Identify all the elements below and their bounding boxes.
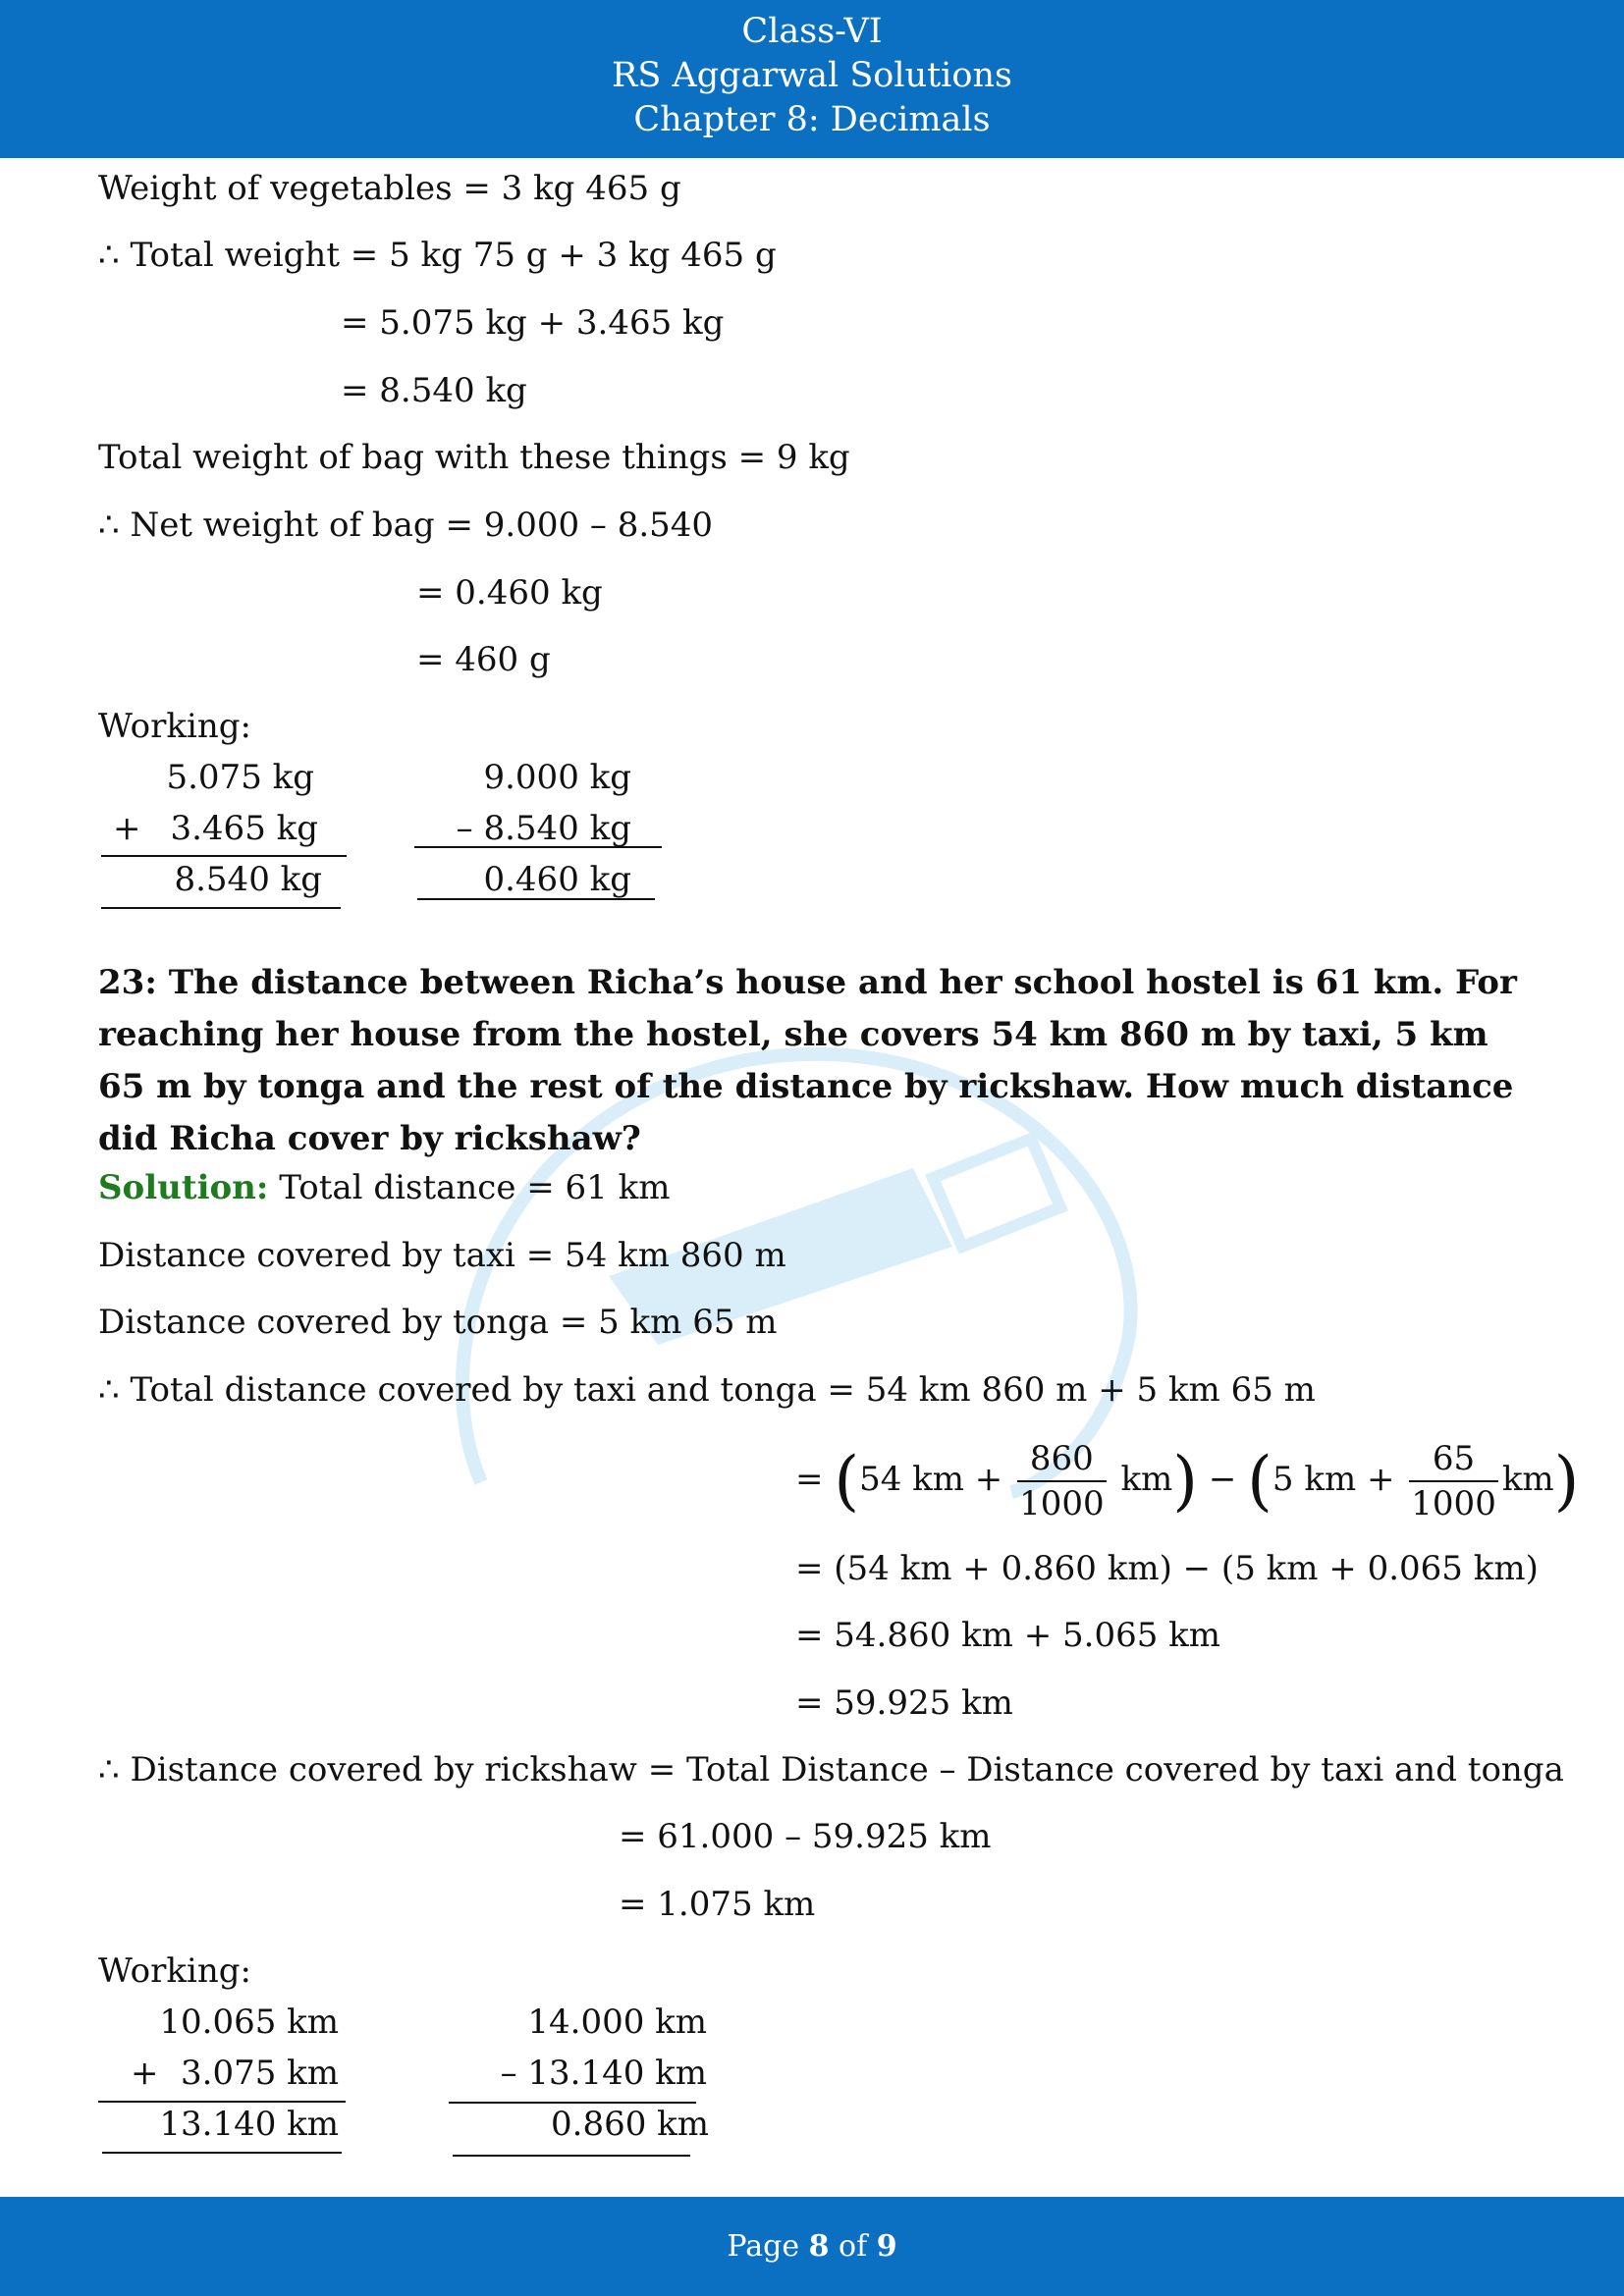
header-class: Class-VI: [741, 12, 883, 51]
sub-rule-bottom: [417, 898, 655, 900]
sub-operand-a: 9.000 kg: [483, 758, 631, 797]
term-54km: 54 km +: [859, 1460, 1003, 1499]
step-4: = 59.925 km: [795, 1683, 1013, 1723]
eq-sign: =: [795, 1460, 824, 1499]
taxi-distance: Distance covered by taxi = 54 km 860 m: [98, 1236, 786, 1275]
add2-operand-b: 3.075 km: [181, 2054, 339, 2093]
sub2-operand-a: 14.000 km: [527, 2002, 707, 2042]
add-operand-a: 5.075 kg: [166, 758, 314, 797]
fraction-860-1000: [1017, 1437, 1107, 1525]
add2-rule-bottom: [102, 2152, 342, 2154]
net-weight-line2: = 0.460 kg: [416, 573, 603, 613]
net-weight-line1: ∴ Net weight of bag = 9.000 – 8.540: [98, 506, 714, 545]
solution-total-line: [98, 1166, 670, 1209]
footer-current-page: 8: [808, 2229, 830, 2264]
add-operand-b: 3.465 kg: [170, 809, 318, 848]
rickshaw-line3: = 1.075 km: [619, 1885, 816, 1924]
close-paren-1: ): [1172, 1443, 1199, 1519]
header-chapter: Chapter 8: Decimals: [633, 100, 991, 139]
net-weight-line3: = 460 g: [416, 640, 551, 679]
add-sum: 8.540 kg: [174, 860, 322, 899]
numerator-65: 65: [1409, 1437, 1498, 1482]
tonga-distance: Distance covered by tonga = 5 km 65 m: [98, 1303, 778, 1342]
unit-km-2: km: [1501, 1460, 1554, 1499]
step-2: = (54 km + 0.860 km) − (5 km + 0.065 km): [795, 1549, 1539, 1588]
add2-sum: 13.140 km: [159, 2105, 339, 2144]
bag-weight: Total weight of bag with these things = 9 kg: [98, 438, 850, 477]
sub-rule-top: [414, 846, 662, 848]
working-label: Working:: [98, 707, 251, 746]
page-footer: [0, 2197, 1624, 2296]
rickshaw-line2: = 61.000 – 59.925 km: [619, 1817, 992, 1856]
fraction-step: [795, 1435, 1579, 1525]
add2-sign: +: [131, 2054, 159, 2093]
fraction-65-1000: [1409, 1437, 1498, 1525]
add-rule-bottom: [101, 907, 341, 909]
sub-operand-b: – 8.540 kg: [456, 809, 631, 848]
denominator-1000-b: 1000: [1411, 1484, 1496, 1523]
unit-km-1: km: [1120, 1460, 1173, 1499]
add2-operand-a: 10.065 km: [159, 2002, 339, 2042]
question-23: 23: The distance between Richa’s house and her school hostel is 61 km. For reaching her house from the hostel, she covers 54 km 860 m by taxi, 5 km 65 m by tonga and the rest of the distance by rickshaw. How much distance did Richa cover by rickshaw?: [98, 963, 1517, 1158]
sub2-operand-b: – 13.140 km: [500, 2054, 707, 2093]
sub2-rule-bottom: [453, 2155, 690, 2157]
numerator-860: 860: [1017, 1437, 1107, 1482]
total-weight-line2: = 5.075 kg + 3.465 kg: [341, 303, 725, 343]
open-paren-2: (: [1247, 1443, 1272, 1519]
denominator-1000: 1000: [1019, 1484, 1105, 1523]
minus-sign: −: [1208, 1460, 1237, 1499]
footer-of: of: [829, 2229, 877, 2264]
solution-total: Total distance = 61 km: [268, 1168, 671, 1207]
solution-label: Solution:: [98, 1168, 269, 1207]
footer-prefix: Page: [727, 2229, 809, 2264]
sub-diff: 0.460 kg: [483, 860, 631, 899]
total-weight-line1: ∴ Total weight = 5 kg 75 g + 3 kg 465 g: [98, 236, 777, 275]
header-book: RS Aggarwal Solutions: [612, 56, 1012, 95]
open-paren-1: (: [834, 1443, 860, 1519]
page-header: [0, 0, 1624, 158]
combined-distance: ∴ Total distance covered by taxi and tonga = 54 km 860 m + 5 km 65 m: [98, 1370, 1316, 1410]
close-paren-2: ): [1553, 1443, 1580, 1519]
veg-weight: Weight of vegetables = 3 kg 465 g: [98, 169, 681, 208]
term-5km: 5 km +: [1272, 1460, 1395, 1499]
add-rule-top: [101, 855, 347, 857]
add-sign: +: [113, 809, 141, 848]
rickshaw-line1: ∴ Distance covered by rickshaw = Total Distance – Distance covered by taxi and tonga: [98, 1750, 1564, 1789]
working-label-2: Working:: [98, 1951, 251, 1991]
step-3: = 54.860 km + 5.065 km: [795, 1616, 1221, 1655]
sub2-diff: 0.860 km: [551, 2105, 709, 2144]
total-weight-line3: = 8.540 kg: [341, 371, 527, 410]
footer-total-pages: 9: [876, 2229, 897, 2264]
